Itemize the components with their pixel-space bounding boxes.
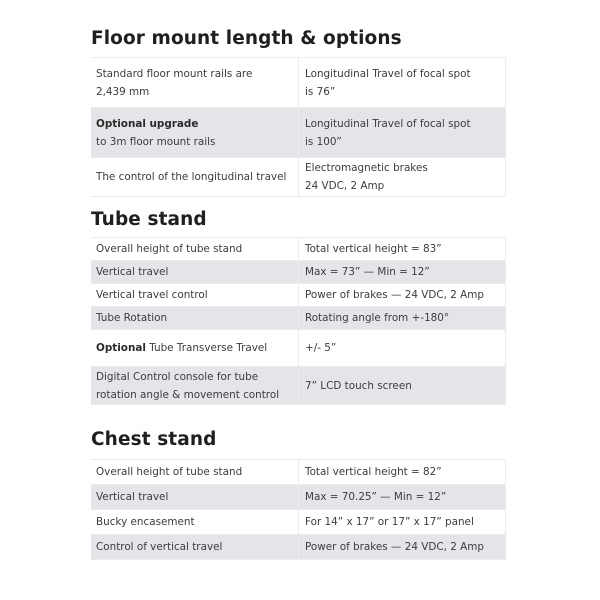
spec-label: The control of the longitudinal travel	[91, 158, 299, 197]
spec-label: Vertical travel control	[91, 284, 299, 307]
table-row	[91, 485, 506, 510]
spec-label: Optional Tube Transverse Travel	[91, 330, 299, 367]
spec-value: Electromagnetic brakes 24 VDC, 2 Amp	[299, 158, 506, 197]
spec-label: Standard floor mount rails are 2,439 mm	[91, 58, 299, 108]
table-row	[91, 261, 506, 284]
spec-value: Total vertical height = 83”	[299, 238, 506, 261]
table-row	[91, 238, 506, 261]
spec-value: For 14” x 17” or 17” x 17” panel	[299, 510, 506, 535]
spec-label: Digital Control console for tube rotation angle & movement control	[91, 367, 299, 405]
section-title-tube-stand: Tube stand	[91, 209, 207, 230]
table-row	[91, 510, 506, 535]
spec-value: +/- 5”	[299, 330, 506, 367]
spec-value: Total vertical height = 82”	[299, 460, 506, 485]
spec-label: Vertical travel	[91, 485, 299, 510]
spec-label: Optional upgrade to 3m floor mount rails	[91, 108, 299, 158]
spec-label: Overall height of tube stand	[91, 460, 299, 485]
spec-value: Max = 73” — Min = 12”	[299, 261, 506, 284]
chest-stand-table	[91, 459, 506, 560]
spec-label: Vertical travel	[91, 261, 299, 284]
floor-mount-table	[91, 57, 506, 197]
table-row	[91, 367, 506, 405]
table-row	[91, 58, 506, 108]
table-row	[91, 307, 506, 330]
table-row	[91, 108, 506, 158]
spec-value: Max = 70.25” — Min = 12”	[299, 485, 506, 510]
section-title-floor-mount: Floor mount length & options	[91, 28, 402, 49]
spec-value: 7” LCD touch screen	[299, 367, 506, 405]
spec-label: Tube Rotation	[91, 307, 299, 330]
table-row	[91, 330, 506, 367]
section-title-chest-stand: Chest stand	[91, 429, 217, 450]
spec-label: Overall height of tube stand	[91, 238, 299, 261]
spec-label: Bucky encasement	[91, 510, 299, 535]
table-row	[91, 158, 506, 197]
spec-value: Power of brakes — 24 VDC, 2 Amp	[299, 535, 506, 560]
table-row	[91, 284, 506, 307]
table-row	[91, 460, 506, 485]
spec-value: Longitudinal Travel of focal spot is 100”	[299, 108, 506, 158]
spec-value: Power of brakes — 24 VDC, 2 Amp	[299, 284, 506, 307]
spec-value: Rotating angle from +-180°	[299, 307, 506, 330]
table-row	[91, 535, 506, 560]
spec-label: Control of vertical travel	[91, 535, 299, 560]
spec-value: Longitudinal Travel of focal spot is 76”	[299, 58, 506, 108]
tube-stand-table	[91, 237, 506, 405]
